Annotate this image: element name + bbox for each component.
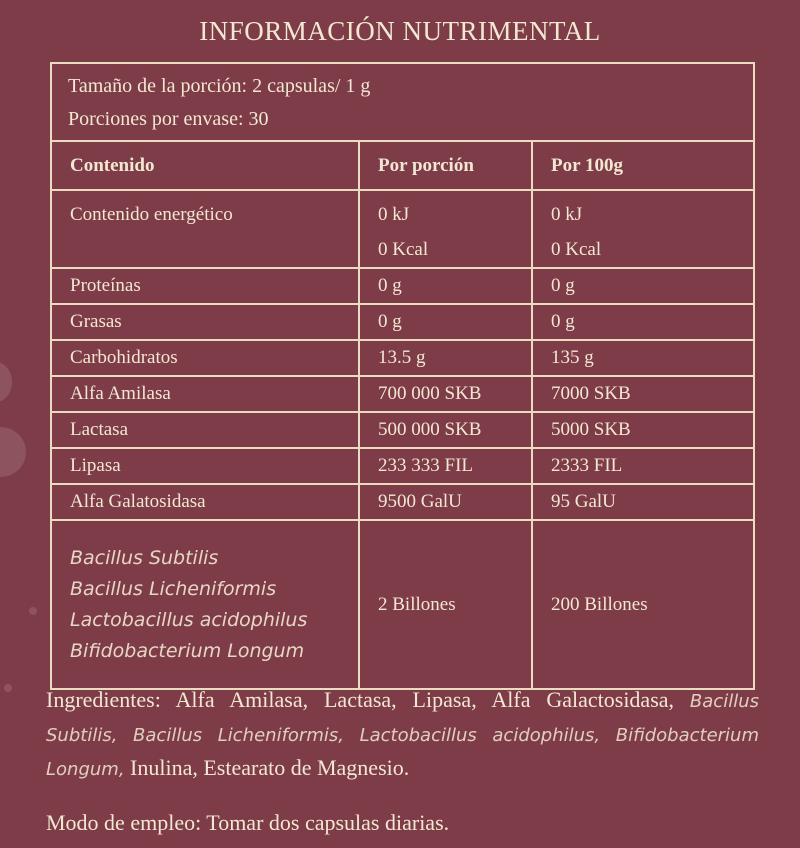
row-per-serving: 700 000 SKB: [359, 376, 532, 412]
row-name: Proteínas: [52, 268, 359, 304]
row-name: Alfa Galatosidasa: [52, 484, 359, 520]
table-row: [52, 268, 753, 304]
usage-instructions: Modo de empleo: Tomar dos capsulas diarias.: [46, 810, 450, 835]
table-row: [52, 304, 753, 340]
ingredients-text: Ingredientes: Alfa Amilasa, Lactasa, Lipasa, Alfa Galactosidasa,: [46, 687, 675, 712]
value-kcal: 0 Kcal: [551, 239, 602, 260]
nutrition-table: [50, 62, 755, 690]
row-per-serving: [359, 190, 532, 268]
row-per-serving: 0 g: [359, 304, 532, 340]
bacteria-names: [52, 520, 359, 688]
ingredients-text-end: Inulina, Estearato de Magnesio.: [130, 755, 410, 780]
row-name: Carbohidratos: [52, 340, 359, 376]
header-per-serving: Por porción: [359, 142, 532, 190]
row-per-serving: 9500 GalU: [359, 484, 532, 520]
table-row: [52, 376, 753, 412]
row-per-serving: 0 g: [359, 268, 532, 304]
row-per-100g: 135 g: [532, 340, 753, 376]
row-name: Lipasa: [52, 448, 359, 484]
bacteria-name: Bacillus Licheniformis: [70, 577, 277, 600]
row-name: Lactasa: [52, 412, 359, 448]
header-content: Contenido: [70, 154, 155, 176]
row-per-serving: 2 Billones: [359, 520, 532, 688]
row-per-serving: 13.5 g: [359, 340, 532, 376]
table-row: [52, 484, 753, 520]
table-row: [52, 412, 753, 448]
decor-bubble: [0, 427, 26, 477]
bacteria-name: Bifidobacterium Longum: [70, 639, 305, 662]
bacteria-name: Lactobacillus acidophilus: [70, 608, 308, 631]
ingredients-bacteria: Bacillus Subtilis, Bacillus Licheniformis, Lactobacillus acidophilus, Bifidobacterium Longum,: [46, 691, 759, 780]
row-per-serving: 233 333 FIL: [359, 448, 532, 484]
row-per-serving: 500 000 SKB: [359, 412, 532, 448]
row-per-100g: 7000 SKB: [532, 376, 753, 412]
header-per-100g: Por 100g: [532, 142, 753, 190]
decor-bubble: [4, 684, 12, 692]
servings-per-container: Porciones por envase: 30: [68, 108, 269, 130]
value-kcal: 0 Kcal: [378, 239, 429, 260]
value-kj: 0 kJ: [378, 204, 410, 225]
row-name: Grasas: [52, 304, 359, 340]
table-row-bacteria: [52, 520, 753, 688]
page-title: INFORMACIÓN NUTRIMENTAL: [199, 16, 601, 46]
bacteria-name: Bacillus Subtilis: [70, 546, 219, 569]
serving-size: Tamaño de la porción: 2 capsulas/ 1 g: [68, 75, 371, 97]
row-per-100g: 5000 SKB: [532, 412, 753, 448]
row-per-100g: 200 Billones: [532, 520, 753, 688]
row-name: Contenido energético: [52, 190, 359, 268]
row-per-100g: 0 g: [532, 304, 753, 340]
row-name: Alfa Amilasa: [52, 376, 359, 412]
table-row: [52, 340, 753, 376]
ingredients: [46, 684, 759, 786]
row-per-100g: 95 GalU: [532, 484, 753, 520]
row-per-100g: 2333 FIL: [532, 448, 753, 484]
row-per-100g: 0 g: [532, 268, 753, 304]
serving-info: [52, 64, 753, 142]
decor-bubble: [29, 607, 37, 615]
row-per-100g: [532, 190, 753, 268]
table-header: [52, 142, 753, 190]
table-row: [52, 190, 753, 268]
table-row: [52, 448, 753, 484]
value-kj: 0 kJ: [551, 204, 583, 225]
decor-bubble: [0, 362, 12, 402]
